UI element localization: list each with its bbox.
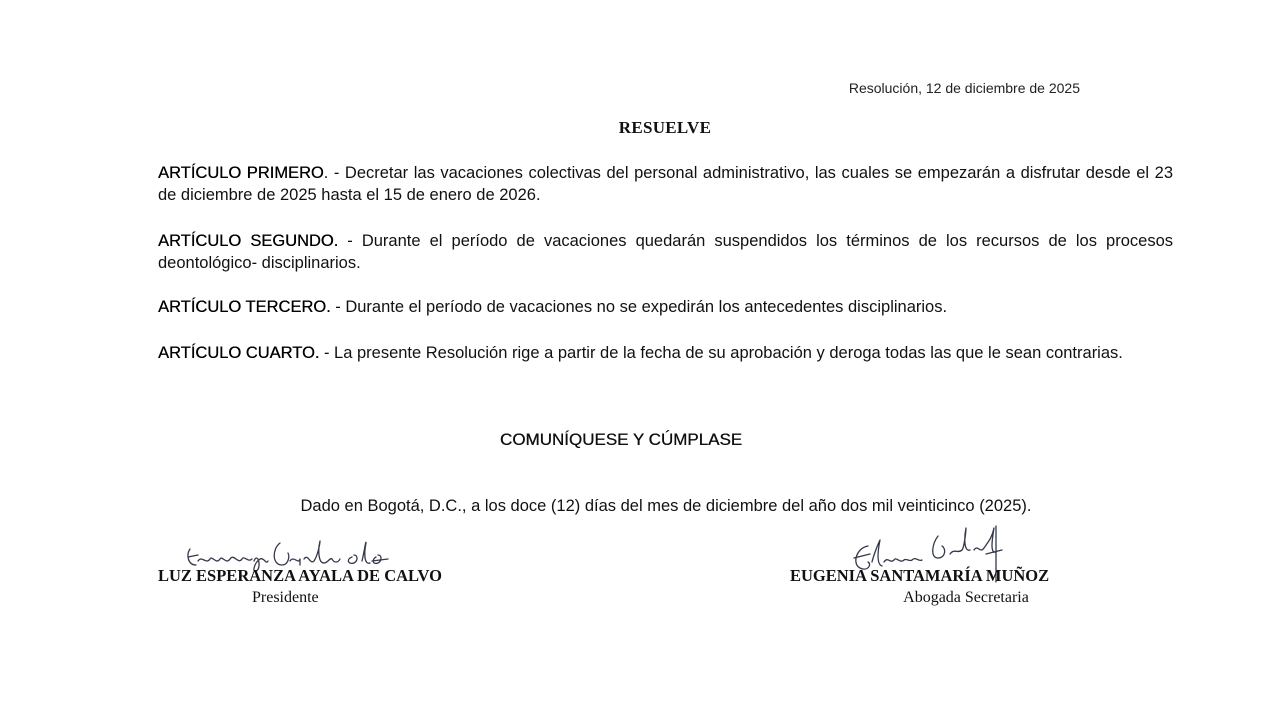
article-text: - La presente Resolución rige a partir de la fecha de su aprobación y deroga todas las que le sean contrarias.: [319, 344, 1123, 362]
given-place-date: Dado en Bogotá, D.C., a los doce (12) días del mes de diciembre del año dos mil veinticinco (2025).: [300, 497, 1032, 515]
article-text: - Durante el período de vacaciones quedarán suspendidos los términos de los recursos de los procesos deontológico- disciplinarios.: [158, 232, 1173, 272]
closing-statement: COMUNÍQUESE Y CÚMPLASE: [499, 430, 743, 449]
article-heading: ARTÍCULO TERCERO.: [158, 298, 331, 316]
section-title: RESUELVE: [618, 118, 712, 137]
signer-role: Abogada Secretaria: [903, 589, 1029, 606]
article-third: [158, 296, 1173, 318]
article-heading: ARTÍCULO SEGUNDO.: [158, 232, 339, 250]
article-heading: ARTÍCULO CUARTO.: [158, 344, 320, 362]
signer-president: [158, 566, 510, 607]
date-line: Resolución, 12 de diciembre de 2025: [848, 80, 1080, 96]
article-text: . - Decretar las vacaciones colectivas del personal administrativo, las cuales se empezarán a disfrutar desde el 23 de diciembre de 2025 hasta el 15 de enero de 2026.: [158, 164, 1174, 204]
signer-name: LUZ ESPERANZA AYALA DE CALVO: [158, 566, 442, 585]
article-heading: ARTÍCULO PRIMERO: [158, 164, 324, 182]
signer-name: EUGENIA SANTAMARÍA MUÑOZ: [790, 566, 1050, 585]
article-second: [158, 230, 1173, 274]
article-text: - Durante el período de vacaciones no se expedirán los antecedentes disciplinarios.: [330, 298, 948, 316]
article-fourth: [158, 342, 1173, 364]
signer-role: Presidente: [252, 589, 319, 606]
article-first: [158, 162, 1173, 206]
signer-secretary: [790, 566, 1112, 607]
